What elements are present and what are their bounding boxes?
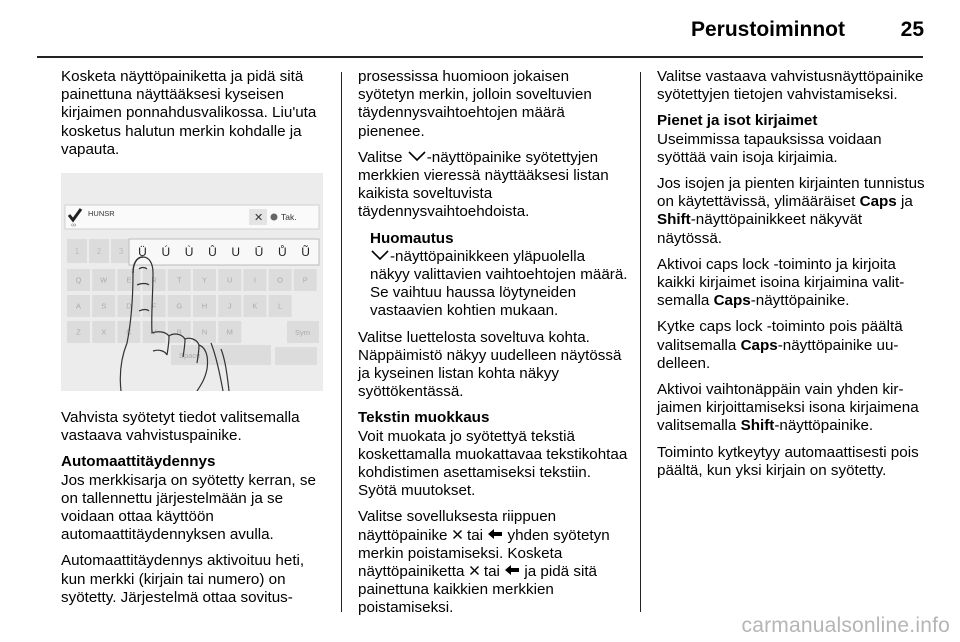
text: -näyttöpainike syötettyjen merkkien vieressä näyttääksesi listan kaikista soveltuvista täydennysvaihtoehdoista. <box>358 148 609 221</box>
keyboard-key-label: X <box>101 327 107 337</box>
keyboard-key-label: 2 <box>96 246 102 256</box>
paragraph: Toiminto kytkeytyy automaattisesti pois päältä, kun yksi kirjain on syötetty. <box>657 443 919 479</box>
text: -näyttöpainike uudelleen. <box>657 336 899 372</box>
svg-text:∞: ∞ <box>71 222 76 230</box>
section-heading: Tekstin muokkaus <box>358 409 490 427</box>
paragraph <box>358 149 628 222</box>
shift-label: Shift <box>740 417 775 435</box>
keyboard-svg <box>61 173 323 391</box>
keyboard-key-label: S <box>101 301 107 311</box>
text: Jos isojen ja pienten kirjainten tunnistus on käytettävissä, ylimääräiset <box>657 175 925 211</box>
caps-label: Caps <box>859 193 897 211</box>
paragraph: Vahvista syötetyt tiedot valitsemalla vastaava vahvistuspainike. <box>61 409 300 445</box>
paragraph <box>657 381 927 436</box>
text: -näyttöpainike. <box>750 292 850 310</box>
keyboard-key-label: Ù <box>184 245 194 260</box>
paragraph: prosessissa huomioon jokaisen syötetyn merkin, jolloin soveltuvien täydennysvaihtoehtojen määrä pienenee. <box>358 68 592 140</box>
text: Aktivoi vaihtonäppäin vain yhden kirjaimen kirjoittamiseksi isona kirjaimena valitsemalla <box>657 381 919 435</box>
keyboard-key-label: R <box>151 275 157 285</box>
text: ja <box>900 193 913 211</box>
note-text <box>370 248 628 321</box>
paragraph <box>657 175 927 248</box>
keyboard-key-label: E <box>126 275 132 285</box>
keyboard-key-label: B <box>176 327 182 337</box>
keyboard-key-label: U <box>226 275 233 285</box>
keyboard-key-label: Ü <box>138 245 147 260</box>
keyboard-key-label: Û <box>208 245 217 260</box>
keyboard-illustration <box>61 173 323 391</box>
text: Kytke caps lock -toiminto pois päältä valitsemalla <box>657 318 903 354</box>
sym-key[interactable]: Sym <box>295 328 310 338</box>
keyboard-key-label: L <box>278 301 283 311</box>
paragraph: Automaattitäydennys aktivoituu heti, kun merkki (kirjain tai numero) on syötetty. Järjestelmä ottaa sovitus- <box>61 552 305 606</box>
page-header-title: Perustoiminnot <box>690 18 845 41</box>
keyboard-key-label: Z <box>76 327 81 337</box>
keyboard-key-label: I <box>253 275 256 285</box>
header-rule <box>37 56 923 58</box>
paragraph: Kosketa näyttöpainiketta ja pidä sitä painettuna näyttääksesi kyseisen kirjaimen ponnahdusvalikossa. Liu'uta kosketus halutun merkin kohdalle ja vapauta. <box>61 68 317 158</box>
keyboard-key-label: M <box>226 327 233 337</box>
keyboard-key-label: V <box>151 327 157 337</box>
keyboard-key-label: T <box>177 275 182 285</box>
text: Valitse <box>358 148 403 166</box>
keyboard-key-label: 3 <box>118 246 124 256</box>
paragraph: Valitse vastaava vahvistusnäyttöpainike syötettyjen tietojen vahvistamiseksi. <box>657 68 924 104</box>
keyboard-key-label: D <box>126 301 132 311</box>
text: -näyttöpainikkeen yläpuolella näkyy valittavien vaihtoehtojen määrä. Se vaihtuu haussa löytyneiden vastaavien kohtien mukaan. <box>370 247 628 320</box>
column-1 <box>61 68 329 615</box>
caps-label: Caps <box>740 336 778 354</box>
paragraph: Useimmissa tapauksissa voidaan syöttää vain isoja kirjaimia. <box>657 130 882 166</box>
space-key[interactable]: Space <box>179 351 201 361</box>
keyboard-row-a <box>67 295 292 317</box>
paragraph <box>657 318 927 373</box>
close-icon[interactable]: ✕ <box>254 212 264 225</box>
ok-icon[interactable] <box>271 214 278 221</box>
shift-label: Shift <box>657 211 691 229</box>
input-text: HUNSR <box>88 209 115 219</box>
page-number: 25 <box>900 18 924 41</box>
text: -näyttöpainikkeet näkyvät näytössä. <box>657 211 863 247</box>
keyboard-key-label: N <box>201 327 208 337</box>
text: tai <box>483 563 500 581</box>
text: Valitse sovelluksesta riippuen näyttöpainike <box>358 508 557 544</box>
text: yhden syötetyn merkin poistamiseksi. Kosketa näyttöpainiketta <box>358 526 610 581</box>
keyboard-key-label: A <box>75 301 82 311</box>
paragraph: Voit muokata jo syötettyä tekstiä koskettamalla muokattavaa tekstikohtaa kohdistimen asettamiseksi tekstiin. Syötä muutokset. <box>358 427 628 500</box>
keyboard-key-label: 1 <box>74 246 80 256</box>
keyboard-key-label: Ů <box>277 245 287 260</box>
keyboard-key-label: U <box>231 245 241 260</box>
keyboard-key-label: O <box>277 275 284 285</box>
keyboard-key-label: K <box>252 301 258 311</box>
caps-label: Caps <box>713 292 751 310</box>
chevron-down-icon <box>407 150 427 162</box>
paragraph <box>657 256 927 311</box>
keyboard-key-label: H <box>201 301 208 311</box>
text: Aktivoi caps lock -toiminto ja kirjoita kaikki kirjaimet isoina kirjaimina valitsemalla <box>657 255 905 310</box>
close-icon <box>469 565 480 576</box>
keyboard-key-label: Y <box>201 275 208 285</box>
chevron-down-icon <box>370 249 390 261</box>
keyboard-key-label: Ú <box>161 245 171 260</box>
text: tai <box>466 526 484 544</box>
text: -näyttöpainike. <box>774 417 874 435</box>
keyboard-key-label: G <box>176 301 183 311</box>
section-heading: Pienet ja isot kirjaimet <box>657 112 818 130</box>
section-heading: Automaattitäydennys <box>61 453 216 471</box>
keyboard-key-label: P <box>302 275 308 285</box>
keyboard-key-label: Ū <box>254 245 264 260</box>
keyboard-key-label: Q <box>75 275 82 285</box>
keyboard-key-label: Ũ <box>301 245 310 260</box>
keyboard-key-label: C <box>126 327 132 337</box>
column-divider-2 <box>640 72 641 612</box>
paragraph <box>358 508 628 617</box>
paragraph: Jos merkkisarja on syötetty kerran, se on tallennettu järjestelmään ja se voidaan ottaa käyttöön automaattitäydennyksen avulla. <box>61 471 316 544</box>
keyboard-key-label: W <box>100 275 108 285</box>
ok-label[interactable]: Tak. <box>281 212 297 223</box>
back-arrow-icon <box>487 528 503 540</box>
text: ja pidä sitä painettuna kaikkien merkkien poistamiseksi. <box>358 563 597 617</box>
column-2 <box>358 68 628 626</box>
close-icon <box>452 529 463 540</box>
note-box <box>370 230 628 321</box>
keyboard-key-label: J <box>227 301 232 311</box>
watermark[interactable]: carmanualsonline.info <box>741 614 950 637</box>
paragraph: Valitse luettelosta soveltuva kohta. Näppäimistö näkyy uudelleen näytössä ja kyseinen listan kohta näkyy syöttökentässä. <box>358 328 622 401</box>
keyboard-key-label: F <box>151 301 157 311</box>
column-divider-1 <box>341 72 342 612</box>
note-title: Huomautus <box>370 229 454 247</box>
column-3 <box>657 68 927 488</box>
back-arrow-icon <box>504 564 520 576</box>
number-row <box>67 239 131 263</box>
